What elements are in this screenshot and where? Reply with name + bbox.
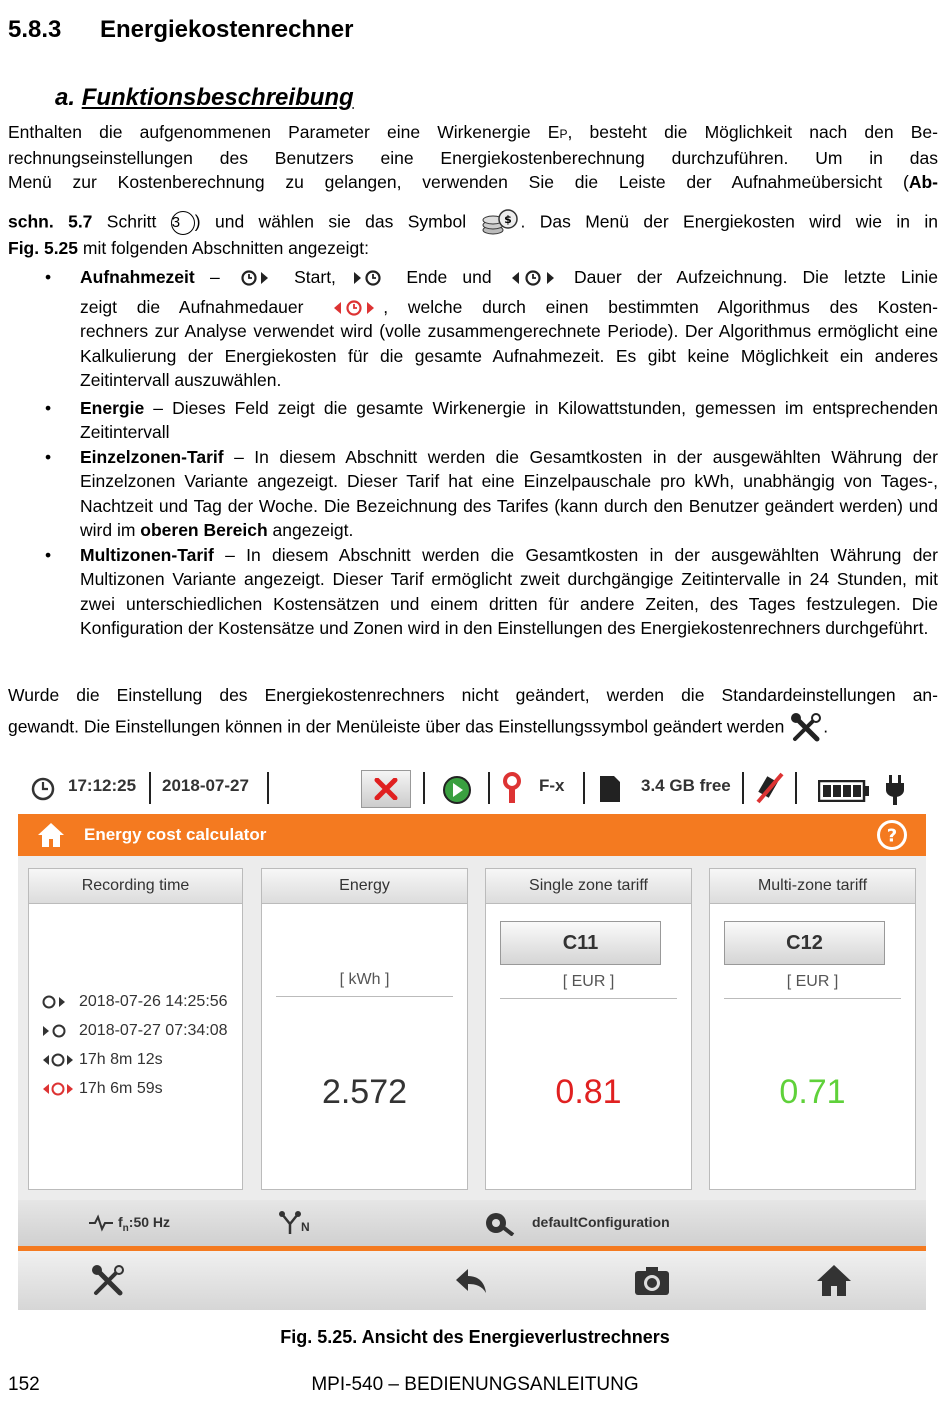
status-separator bbox=[795, 772, 797, 804]
status-separator bbox=[742, 772, 744, 804]
used-duration-clock-icon bbox=[323, 298, 383, 318]
panel-header: Single zone tariff bbox=[486, 869, 691, 904]
camera-icon bbox=[632, 1261, 672, 1301]
single-tariff-button[interactable]: C11 bbox=[500, 921, 661, 965]
start-clock-icon bbox=[235, 269, 279, 287]
device-screen bbox=[18, 762, 926, 1310]
settings-tools-icon bbox=[88, 1261, 128, 1301]
network-neutral-label: N bbox=[301, 1220, 310, 1234]
clamp-type: F-x bbox=[539, 776, 565, 795]
configuration-name: defaultConfiguration bbox=[532, 1214, 670, 1230]
intro-line-4: schn. 5.7 Schritt 3 ) und wählen sie das Symbol $ . Das Menü der Energiekosten wird wie in in bbox=[8, 208, 938, 238]
status-separator bbox=[267, 772, 269, 804]
intro-line-5: Fig. 5.25 mit folgenden Abschnitten angezeigt: bbox=[8, 238, 369, 258]
status-bar bbox=[18, 762, 926, 814]
title-bar bbox=[18, 814, 926, 856]
intro-line-3: Menü zur Kostenberechnung zu gelangen, verwenden Sie die Leiste der Aufnahmeübersicht (Ab- bbox=[8, 172, 938, 192]
panel-header: Energy bbox=[262, 869, 467, 904]
recording-end-row: 2018-07-27 07:34:08 bbox=[41, 1022, 228, 1040]
close-x-icon bbox=[374, 778, 398, 800]
start-clock-icon bbox=[41, 993, 79, 1011]
bottom-toolbar bbox=[18, 1251, 926, 1310]
info-bar bbox=[18, 1200, 926, 1248]
status-time: 17:12:25 bbox=[68, 776, 137, 795]
outro-paragraph bbox=[8, 683, 938, 743]
settings-button[interactable] bbox=[88, 1261, 128, 1301]
used-duration-clock-icon bbox=[41, 1080, 79, 1098]
step-circle-icon: 3 bbox=[171, 211, 195, 235]
subsection-title: Funktionsbeschreibung bbox=[81, 84, 354, 111]
svg-text:?: ? bbox=[886, 825, 898, 847]
configuration-icon bbox=[484, 1210, 516, 1236]
single-tariff-unit: [ EUR ] bbox=[562, 973, 615, 990]
recording-used-duration-row: 17h 6m 59s bbox=[41, 1080, 163, 1098]
panel-header: Recording time bbox=[29, 869, 242, 904]
stop-recording-button[interactable] bbox=[361, 770, 411, 808]
bullet-recording-time: • Aufnahmezeit – Start, Ende und Dauer der Aufzeichnung. Die letzte Linie zeigt die Aufnahmedauer , welche durch einen bestimmten Algorithmus des Kosten- rechners zur Analyse verwendet wird (volle zusammengerechnete Periode). Der Algorithmus ermöglicht eine Kalkulierung der Energiekosten für die gesamte Aufnahmezeit. Es gibt keine Möglichkeit ein anderes Zeitintervall auszuwählen. bbox=[45, 267, 939, 390]
section-title: Energiekostenrechner bbox=[100, 16, 354, 43]
section-number: 5.8.3 bbox=[8, 16, 62, 43]
duration-clock-icon bbox=[41, 1051, 79, 1069]
waveform-icon bbox=[88, 1214, 114, 1232]
bullet-multi-zone: • Multizonen-Tarif – In diesem Abschnitt werden die Gesamtkosten in der ausgewählten Währung der Multizonen Variante angezeigt. Dieser Tarif ermöglicht zweit durchgängige Zeitintervalle in 24 Stunden, mit zwei unterschiedlichen Kostensätzen und einem dritten für andere Zeiten, des Tages festzulegen. Die Konfiguration der Kostensätze und Zonen wird in den Einstellungen des Energiekostenrechners durchgeführt. bbox=[45, 544, 938, 638]
end-clock-icon bbox=[351, 269, 391, 287]
energy-unit: [ kWh ] bbox=[339, 971, 390, 988]
figure-caption: Fig. 5.25. Ansicht des Energieverlustrechners bbox=[280, 1327, 670, 1347]
status-separator bbox=[488, 772, 490, 804]
network-icon bbox=[278, 1210, 302, 1236]
panel-divider bbox=[276, 996, 453, 997]
bullet-dot: • bbox=[45, 544, 52, 565]
multi-tariff-button[interactable]: C12 bbox=[724, 921, 885, 965]
multi-tariff-unit: [ EUR ] bbox=[786, 973, 839, 990]
multi-tariff-value: 0.71 bbox=[779, 1073, 846, 1111]
home-icon[interactable] bbox=[36, 821, 66, 849]
panel-recording-time bbox=[28, 868, 243, 1190]
bullet-dot: • bbox=[45, 446, 52, 467]
section-heading bbox=[8, 16, 353, 44]
frequency-label: $f_n:50$ Hz bbox=[118, 1214, 171, 1234]
panel-header: Multi-zone tariff bbox=[710, 869, 915, 904]
settings-tools-icon bbox=[789, 713, 823, 743]
outro-line-2: gewandt. Die Einstellungen können in der Menüleiste über das Einstellungssymbol geändert werden . bbox=[8, 713, 938, 743]
clamp-icon bbox=[500, 771, 524, 805]
intro-line-2: rechnungseinstellungen des Benutzers eine Energiekostenberechnung durchzuführen. Um in das bbox=[8, 148, 938, 168]
footer-manual-title: MPI-540 – BEDIENUNGSANLEITUNG bbox=[311, 1374, 639, 1395]
panel-multi-zone bbox=[709, 868, 916, 1190]
status-separator bbox=[423, 772, 425, 804]
single-tariff-value: 0.81 bbox=[555, 1073, 622, 1111]
outro-line-1: Wurde die Einstellung des Energiekostenrechners nicht geändert, werden die Standardeinstellungen an- bbox=[8, 685, 938, 705]
status-date: 2018-07-27 bbox=[162, 776, 249, 795]
bullet-list bbox=[45, 265, 938, 641]
help-icon[interactable] bbox=[876, 819, 908, 851]
end-clock-icon bbox=[41, 1022, 79, 1040]
home-button[interactable] bbox=[814, 1261, 854, 1301]
power-plug-icon bbox=[884, 774, 906, 806]
svg-text:$: $ bbox=[504, 213, 513, 226]
clock-icon bbox=[30, 776, 56, 802]
battery-icon bbox=[818, 780, 870, 802]
bullet-dot: • bbox=[45, 397, 52, 418]
sd-card-icon bbox=[598, 774, 622, 804]
bullet-single-zone: • Einzelzonen-Tarif – In diesem Abschnitt werden die Gesamtkosten in der ausgewählten Währung der Einzelzonen Variante angezeigt. Dieser Tarif hat eine Einzelpauschale pro kWh, unabhängig von Tages-, Nachtzeit und Tag der Woche. Die Bezeichnung des Tarifes (kann durch den Benutzer geändert werden) und wird im oberen Bereich angezeigt. bbox=[45, 446, 938, 540]
duration-clock-icon bbox=[507, 269, 559, 287]
panel-divider bbox=[724, 998, 901, 999]
recording-start-row: 2018-07-26 14:25:56 bbox=[41, 993, 228, 1011]
panel-divider bbox=[500, 998, 677, 999]
back-button[interactable] bbox=[452, 1261, 492, 1301]
energy-value: 2.572 bbox=[321, 1073, 408, 1111]
subscript-p: P bbox=[559, 127, 568, 141]
storage-free: 3.4 GB free bbox=[641, 776, 731, 795]
screen-title: Energy cost calculator bbox=[84, 825, 267, 844]
footer-page-number: 152 bbox=[8, 1374, 40, 1395]
recording-duration-row: 17h 8m 12s bbox=[41, 1051, 163, 1069]
bullet-energy: • Energie – Dieses Feld zeigt die gesamte Wirkenergie in Kilowattstunden, gemessen im entsprechenden Zeitintervall bbox=[45, 397, 938, 442]
status-separator bbox=[149, 772, 151, 804]
subsection-heading bbox=[55, 84, 354, 112]
panel-single-zone bbox=[485, 868, 692, 1190]
subsection-prefix: a. bbox=[55, 84, 76, 111]
no-gps-icon bbox=[754, 770, 786, 806]
intro-paragraph bbox=[8, 120, 938, 260]
intro-line-1: Enthalten die aufgenommenen Parameter eine Wirkenergie EP, besteht die Möglichkeit nach den Be- bbox=[8, 122, 938, 142]
home-icon bbox=[814, 1261, 854, 1301]
coins-icon bbox=[480, 208, 520, 238]
panel-energy bbox=[261, 868, 468, 1190]
bullet-dot: • bbox=[45, 267, 52, 287]
back-arrow-icon bbox=[452, 1261, 492, 1301]
screenshot-button[interactable] bbox=[632, 1261, 672, 1301]
status-separator bbox=[583, 772, 585, 804]
recording-active-icon bbox=[440, 775, 474, 805]
